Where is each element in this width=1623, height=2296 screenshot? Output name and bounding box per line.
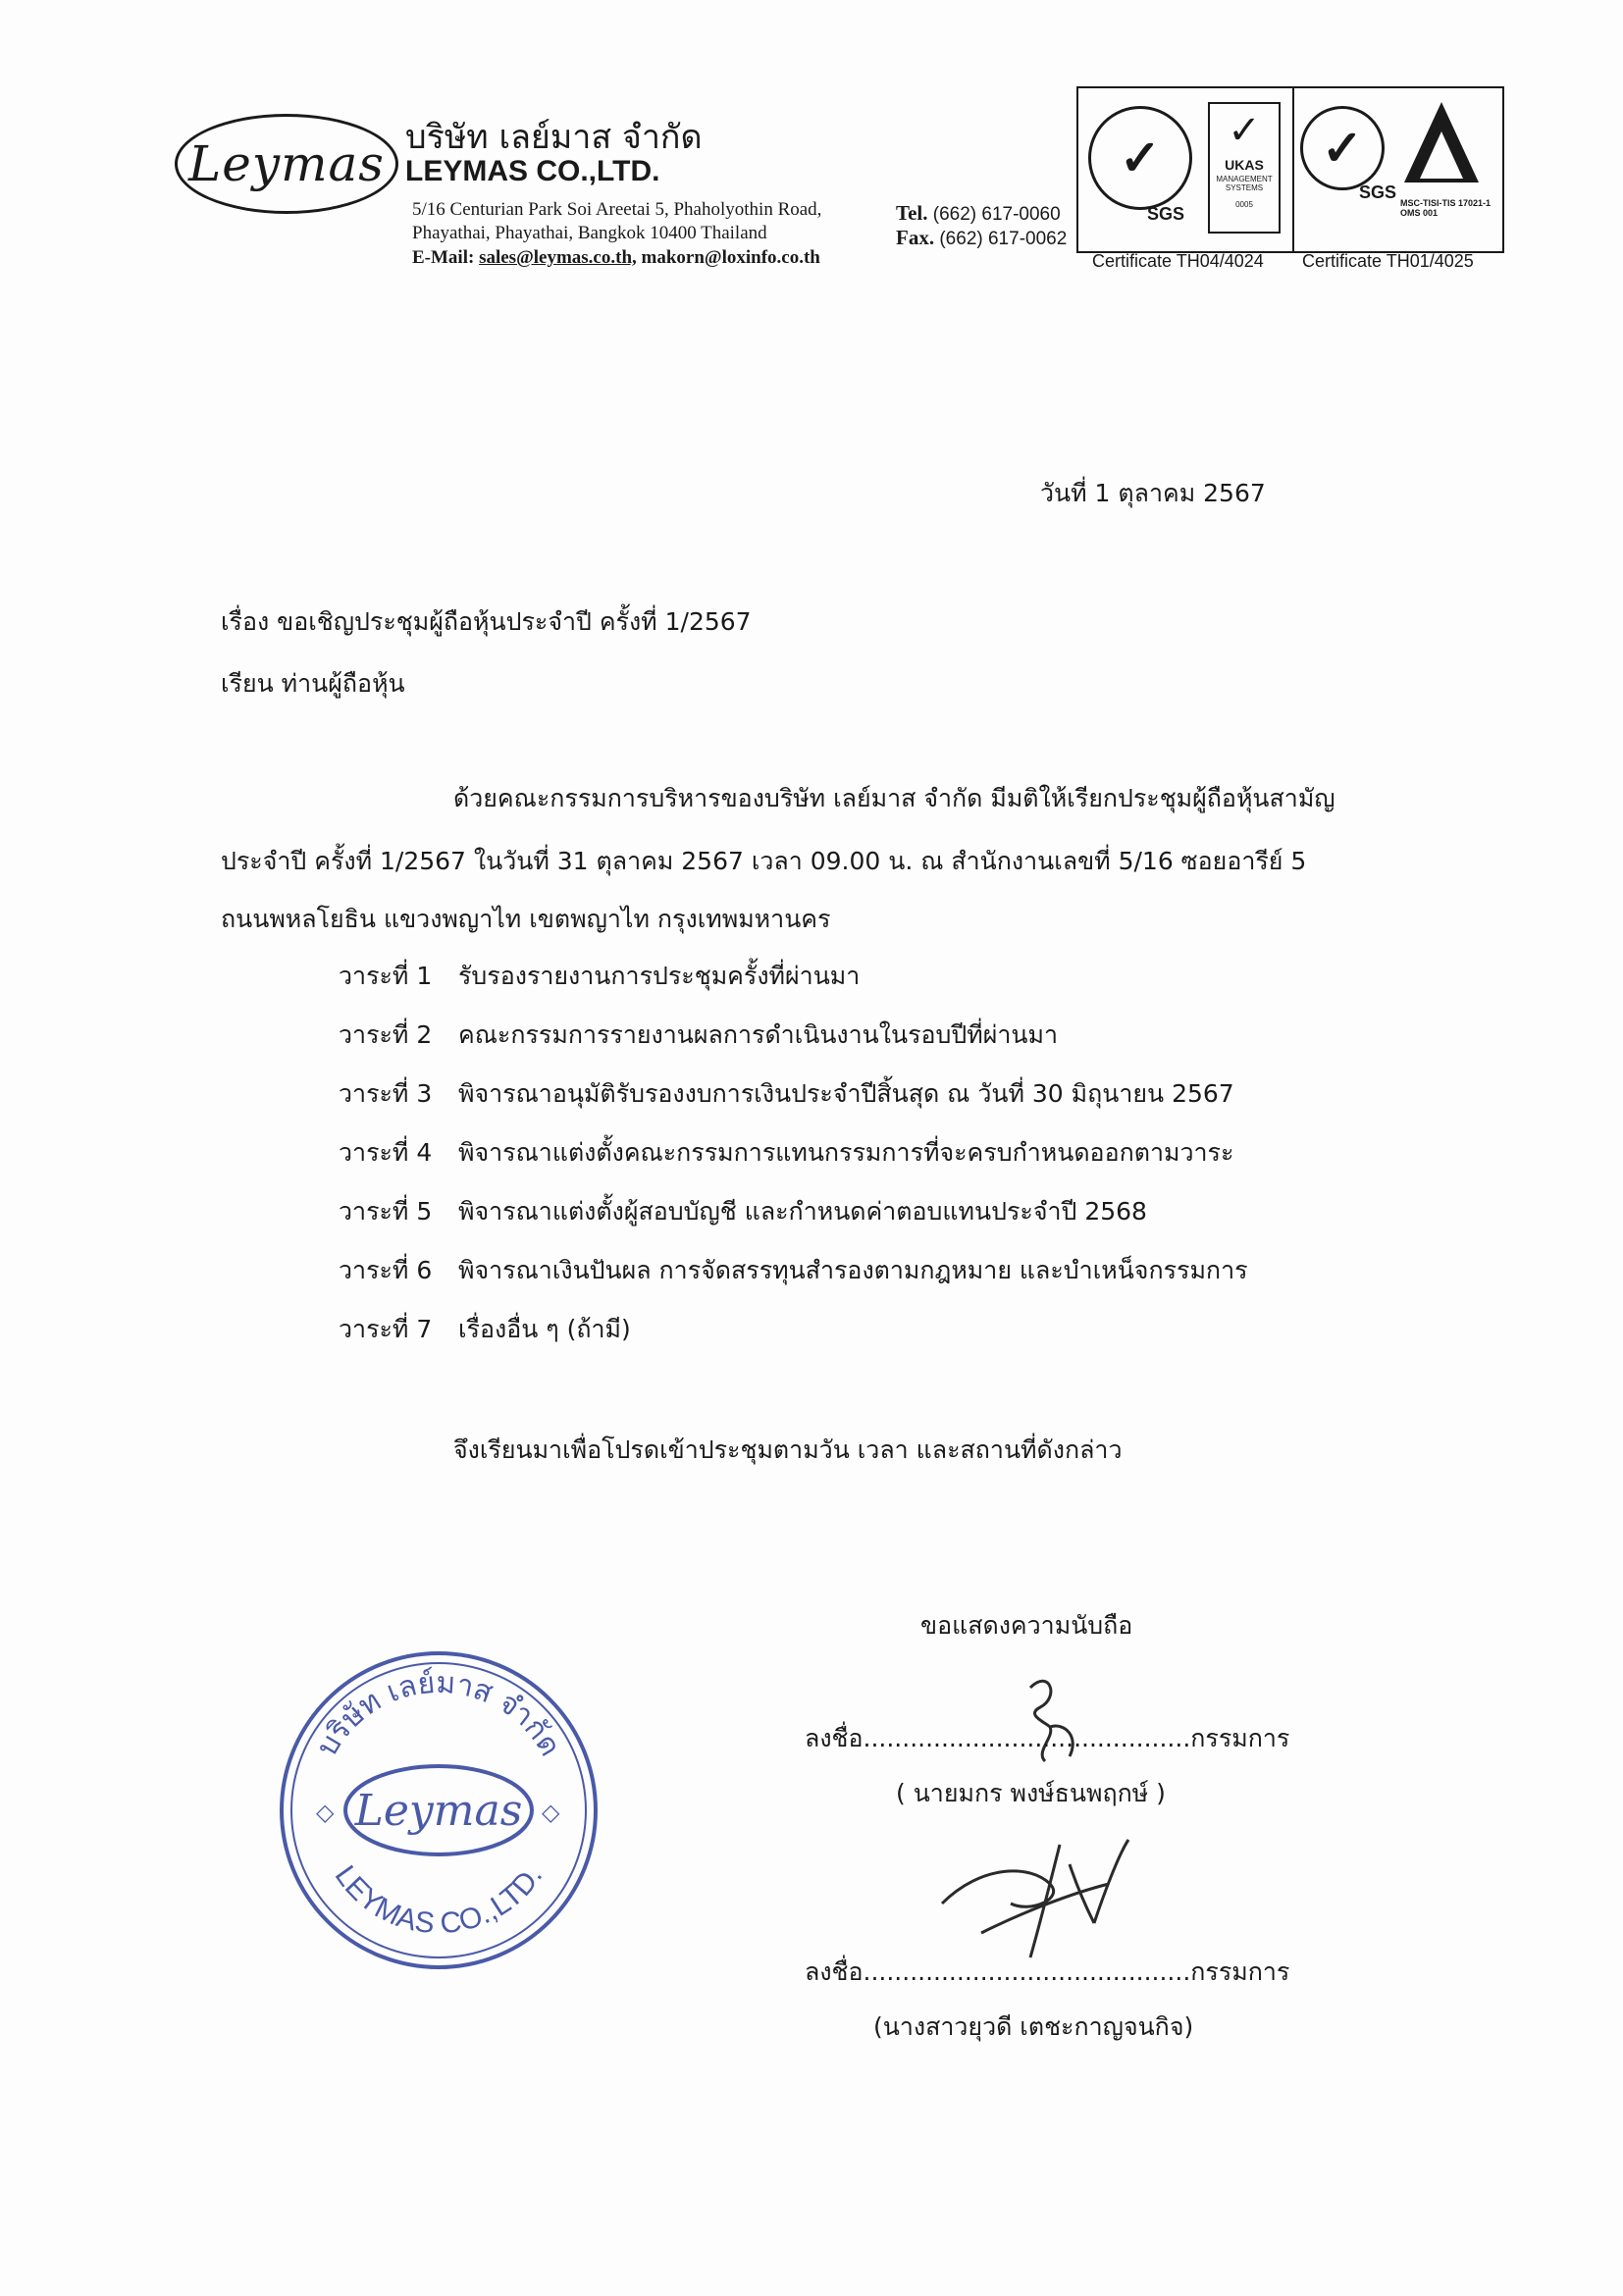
agenda-number: วาระที่ 1 (339, 962, 433, 990)
signer-2-name: (นางสาวยุวดี เตชะกาญจนกิจ) (873, 2012, 1194, 2041)
stamp-logo-text: Leymas (354, 1786, 523, 1836)
agenda-text: คณะกรรมการรายงานผลการดำเนินงานในรอบปีที่ผ่านมา (458, 1020, 1059, 1049)
stamp-english-text: LEYMAS CO.,LTD. (328, 1859, 550, 1941)
fax-line (896, 226, 1067, 250)
agenda-number: วาระที่ 6 (339, 1256, 433, 1284)
agenda-text: เรื่องอื่น ๆ (ถ้ามี) (458, 1315, 631, 1343)
ukas-check-icon: ✓ (1228, 109, 1261, 152)
letter-subject: เรื่อง ขอเชิญประชุมผู้ถือหุ้นประจำปี ครั้งที่ 1/2567 (221, 607, 752, 636)
signature-line-1: ลงชื่อ..........................................กรรมการ (805, 1724, 1290, 1752)
agenda-item (339, 1074, 1248, 1133)
stamp-thai-text: บริษัท เลย์มาส จำกัด (309, 1665, 568, 1762)
agenda-number: วาระที่ 5 (339, 1197, 433, 1226)
agenda-item (339, 1192, 1248, 1251)
agenda-item (339, 957, 1248, 1016)
agenda-number: วาระที่ 7 (339, 1315, 433, 1343)
address-line-2: Phayathai, Phayathai, Bangkok 10400 Thailand (412, 223, 767, 243)
agenda-text: พิจารณาแต่งตั้งคณะกรรมการแทนกรรมการที่จะครบกำหนดออกตามวาระ (458, 1138, 1234, 1167)
iso-check-icon-2: ✓ (1300, 106, 1385, 190)
certification-box (1076, 86, 1504, 253)
agenda-text: พิจารณาเงินปันผล การจัดสรรทุนสำรองตามกฎหมาย และบำเหน็จกรรมการ (458, 1256, 1248, 1284)
tisi-triangle-inner (1420, 131, 1463, 179)
agenda-item (339, 1016, 1248, 1074)
tel-value: (662) 617-0060 (932, 204, 1061, 225)
agenda-text: พิจารณาอนุมัติรับรองงบการเงินประจำปีสิ้นสุด ณ วันที่ 30 มิถุนายน 2567 (458, 1079, 1234, 1108)
tel-label: Tel. (896, 201, 928, 225)
paragraph-line-2: ประจำปี ครั้งที่ 1/2567 ในวันที่ 31 ตุลาคม 2567 เวลา 09.00 น. ณ สำนักงานเลขที่ 5/16 ซอยอารีย์ 5 (221, 847, 1307, 875)
iso-check-icon: ✓ (1088, 106, 1192, 210)
regards: ขอแสดงความนับถือ (920, 1611, 1133, 1640)
address-line-1: 5/16 Centurian Park Soi Areetai 5, Phaholyothin Road, (412, 199, 822, 220)
ukas-label: UKAS (1225, 157, 1264, 173)
letter-date: วันที่ 1 ตุลาคม 2567 (1040, 479, 1266, 507)
agenda-text: รับรองรายงานการประชุมครั้งที่ผ่านมา (458, 962, 861, 990)
email-1[interactable]: sales@leymas.co.th, (479, 247, 637, 268)
agenda-list (339, 957, 1248, 1369)
logo-text: Leymas (188, 135, 385, 192)
company-stamp (277, 1648, 601, 1972)
signature-2-scribble (922, 1825, 1178, 1962)
fax-value: (662) 617-0062 (939, 229, 1068, 249)
sgs-label-1: SGS (1147, 204, 1185, 224)
svg-text:LEYMAS CO.,LTD. (329, 1860, 550, 1941)
cert-divider (1292, 88, 1294, 251)
fax-label: Fax. (896, 226, 935, 249)
email-label: E-Mail: (412, 247, 475, 268)
agenda-number: วาระที่ 4 (339, 1138, 433, 1167)
tisi-label: MSC-TISI-TIS 17021-1 OMS 001 (1400, 198, 1492, 218)
email-line (412, 247, 820, 269)
ukas-sub: MANAGEMENT SYSTEMS (1216, 175, 1273, 192)
stamp-diamond-icon-left: ◇ (316, 1799, 335, 1826)
closing-line: จึงเรียนมาเพื่อโปรดเข้าประชุมตามวัน เวลา และสถานที่ดังกล่าว (453, 1435, 1123, 1464)
ukas-year: 0005 (1235, 200, 1253, 209)
company-name-english: LEYMAS CO.,LTD. (405, 155, 660, 187)
ukas-badge (1208, 102, 1281, 234)
paragraph-line-1: ด้วยคณะกรรมการบริหารของบริษัท เลย์มาส จำกัด มีมติให้เรียกประชุมผู้ถือหุ้นสามัญ (453, 784, 1335, 812)
signature-line-2: ลงชื่อ..........................................กรรมการ (805, 1957, 1290, 1986)
certificate-1: Certificate TH04/4024 (1092, 251, 1264, 271)
stamp-diamond-icon-right: ◇ (542, 1799, 560, 1826)
company-name-thai: บริษัท เลย์มาส จำกัด (405, 118, 703, 157)
agenda-item (339, 1310, 1248, 1369)
agenda-item (339, 1133, 1248, 1192)
agenda-item (339, 1251, 1248, 1310)
letter-salutation: เรียน ท่านผู้ถือหุ้น (221, 669, 405, 698)
agenda-text: พิจารณาแต่งตั้งผู้สอบบัญชี และกำหนดค่าตอบแทนประจำปี 2568 (458, 1197, 1147, 1226)
agenda-number: วาระที่ 2 (339, 1020, 433, 1049)
tel-line (896, 201, 1061, 226)
agenda-number: วาระที่ 3 (339, 1079, 433, 1108)
company-logo (175, 114, 398, 214)
email-2[interactable]: makorn@loxinfo.co.th (641, 247, 820, 268)
certificate-2: Certificate TH01/4025 (1302, 251, 1474, 271)
paragraph-line-3: ถนนพหลโยธิน แขวงพญาไท เขตพญาไท กรุงเทพมหานคร (221, 905, 831, 933)
signer-1-name: ( นายมกร พงษ์ธนพฤกษ์ ) (896, 1779, 1166, 1807)
sgs-label-2: SGS (1359, 183, 1397, 202)
